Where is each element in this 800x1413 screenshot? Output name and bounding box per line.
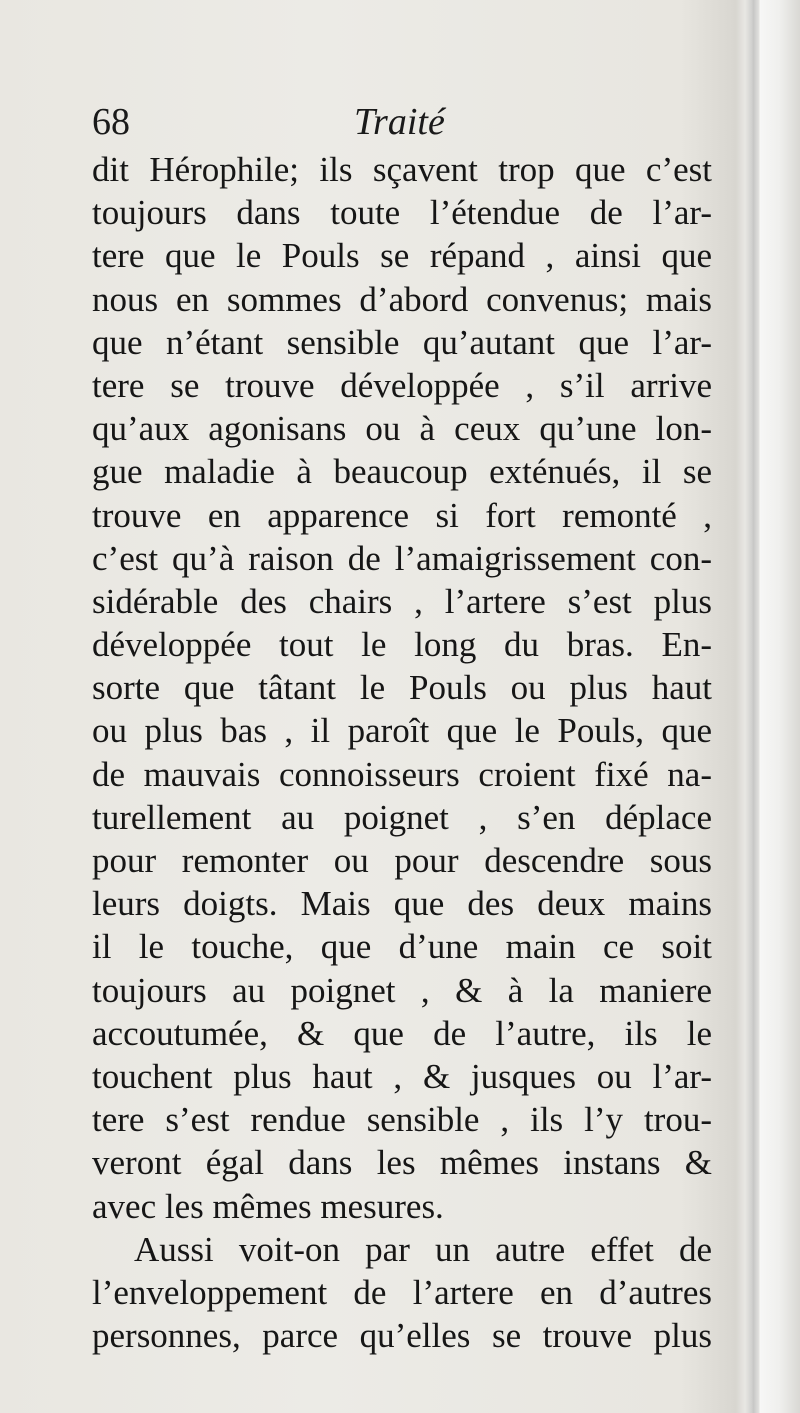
text-line: l’enveloppement de l’artere en d’autres <box>92 1272 712 1312</box>
text-line: qu’aux agonisans ou à ceux qu’une lon- <box>92 409 712 449</box>
text-line: de mauvais connoisseurs croient fixé na- <box>92 754 712 794</box>
text-line: leurs doigts. Mais que des deux mains <box>92 884 712 924</box>
running-head <box>92 100 712 150</box>
text-line: gue maladie à beaucoup exténués, il se <box>92 452 712 492</box>
page-gutter-shadow <box>745 0 759 1413</box>
text-line: personnes, parce qu’elles se trouve plus <box>92 1316 712 1356</box>
text-line: sorte que tâtant le Pouls ou plus haut <box>92 668 712 708</box>
text-line: touchent plus haut , & jusques ou l’ar- <box>92 1056 712 1096</box>
page-edge <box>760 0 800 1413</box>
text-line: développée tout le long du bras. En- <box>92 625 712 665</box>
text-line: sidérable des chairs , l’artere s’est plus <box>92 581 712 621</box>
text-line: pour remonter ou pour descendre sous <box>92 841 712 880</box>
text-line: Aussi voit-on par un autre effet de <box>134 1229 712 1269</box>
text-line: toujours au poignet , & à la maniere <box>92 970 712 1010</box>
body-text <box>92 148 712 1357</box>
text-line: accoutumée, & que de l’autre, ils le <box>92 1013 712 1053</box>
running-title: Traité <box>354 101 445 143</box>
text-line: turellement au poignet , s’en déplace <box>92 797 712 837</box>
text-line: il le touche, que d’une main ce soit <box>92 927 712 967</box>
text-line: tere s’est rendue sensible , ils l’y trou- <box>92 1100 712 1140</box>
text-line: tere se trouve développée , s’il arrive <box>92 365 712 405</box>
text-line: ou plus bas , il paroît que le Pouls, que <box>92 711 712 751</box>
text-line: avec les mêmes mesures. <box>92 1186 444 1226</box>
text-line: trouve en apparence si fort remonté , <box>92 495 712 535</box>
text-line: c’est qu’à raison de l’amaigrissement con- <box>92 538 712 578</box>
text-line: tere que le Pouls se répand , ainsi que <box>92 236 712 276</box>
page-number: 68 <box>92 101 130 143</box>
text-line: dit Hérophile; ils sçavent trop que c’est <box>92 150 712 189</box>
text-line: que n’étant sensible qu’autant que l’ar- <box>92 322 712 362</box>
text-line: nous en sommes d’abord convenus; mais <box>92 279 712 319</box>
text-line: veront égal dans les mêmes instans & <box>92 1143 712 1183</box>
text-line: toujours dans toute l’étendue de l’ar- <box>92 193 712 233</box>
